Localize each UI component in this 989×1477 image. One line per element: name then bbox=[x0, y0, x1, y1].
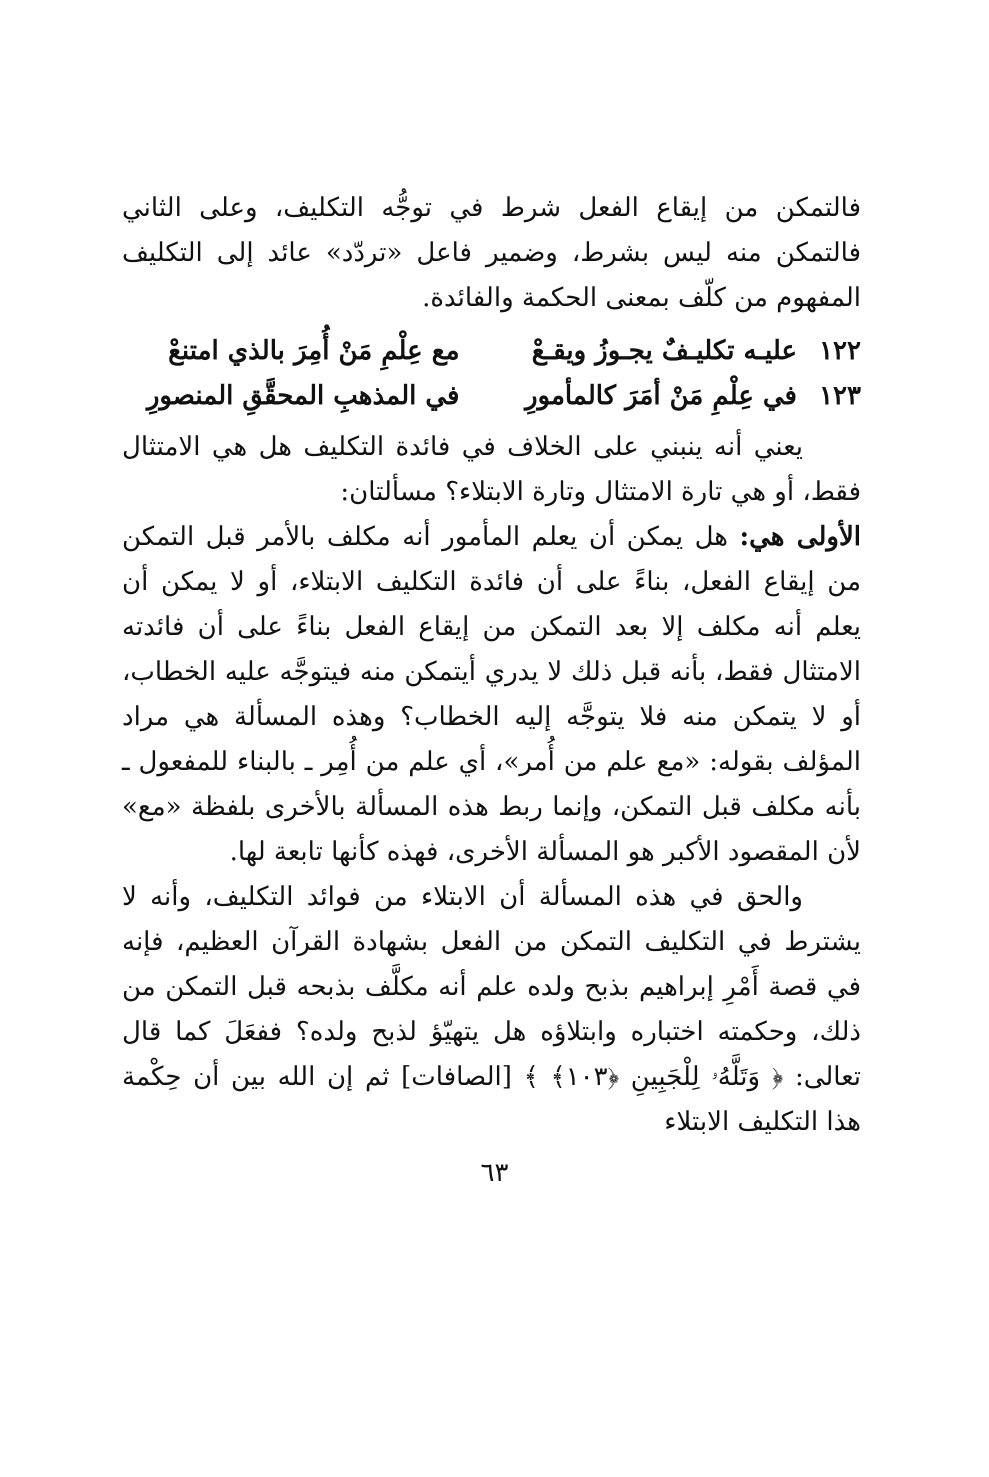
verse-122 bbox=[122, 329, 861, 374]
verse-second-hemistich: مع عِلْمِ مَنْ أُمِرَ بالذي امتنعْ bbox=[168, 336, 460, 366]
paragraph-4 bbox=[122, 875, 861, 1145]
paragraph-4-ending: ثم إن الله بين أن حِكْمة هذا التكليف الابتلاء bbox=[122, 1062, 861, 1137]
verse-first-hemistich: عليـه تكليـفٌ يجـوزُ ويقـعْ bbox=[531, 336, 797, 366]
paragraph-3-lead: الأولى هي: bbox=[739, 522, 862, 552]
surah-reference: [الصافات] bbox=[401, 1062, 512, 1092]
verse-number: ١٢٣ bbox=[819, 381, 861, 411]
poem-verses bbox=[122, 329, 861, 419]
verse-number: ١٢٢ bbox=[819, 336, 861, 366]
quran-verse: ﴿ وَتَلَّهُۥ لِلْجَبِينِ ﴿١٠٣﴾ ﴾ bbox=[523, 1062, 784, 1092]
paragraph-4-text: والحق في هذه المسألة أن الابتلاء من فوائد التكليف، وأنه لا يشترط في التكليف التمكن من الفعل بشهادة القرآن العظيم، فإنه في قصة أَمْرِ إبراهيم بذبح ولده علم أنه مكلَّف بذبحه قبل التمكن من ذلك، وحكمته اختباره وابتلاؤه هل يتهيّؤ لذبح ولده؟ ففعَلَ كما قال تعالى: bbox=[122, 882, 862, 1092]
verse-123 bbox=[122, 374, 861, 419]
paragraph-3-text: هل يمكن أن يعلم المأمور أنه مكلف بالأمر قبل التمكن من إيقاع الفعل، بناءً على أن فائدة التكليف الابتلاء، أو لا يمكن أن يعلم أنه مكلف إلا بعد التمكن من إيقاع الفعل بناءً على أن فائدته الامتثال فقط، بأنه قبل ذلك لا يدري أيتمكن منه فيتوجَّه عليه الخطاب، أو لا يتمكن منه فلا يتوجَّه إليه الخطاب؟ وهذه المسألة هي مراد المؤلف بقوله: «مع علم من أُمر»، أي علم من أُمِر ـ بالبناء للمفعول ـ بأنه مكلف قبل التمكن، وإنما ربط هذه المسألة بالأخرى بلفظة «مع» لأن المقصود الأكبر هو المسألة الأخرى، فهذه كأنها تابعة لها. bbox=[122, 522, 861, 867]
page-body bbox=[122, 186, 861, 1145]
paragraph-1: فالتمكن من إيقاع الفعل شرط في توجُّه التكليف، وعلى الثاني فالتمكن منه ليس بشرط، وضمير فاعل «تردّد» عائد إلى التكليف المفهوم من كلّف بمعنى الحكمة والفائدة. bbox=[122, 193, 861, 313]
page-number: ٦٣ bbox=[480, 1158, 509, 1188]
verse-second-hemistich: في المذهبِ المحقَّقِ المنصورِ bbox=[146, 381, 460, 411]
paragraph-3 bbox=[122, 515, 861, 875]
verse-first-hemistich: في عِلْمِ مَنْ أمَرَ كالمأمورِ bbox=[524, 381, 797, 411]
paragraph-2: يعني أنه ينبني على الخلاف في فائدة التكليف هل هي الامتثال فقط، أو هي تارة الامتثال وتارة الابتلاء؟ مسألتان: bbox=[122, 432, 861, 507]
